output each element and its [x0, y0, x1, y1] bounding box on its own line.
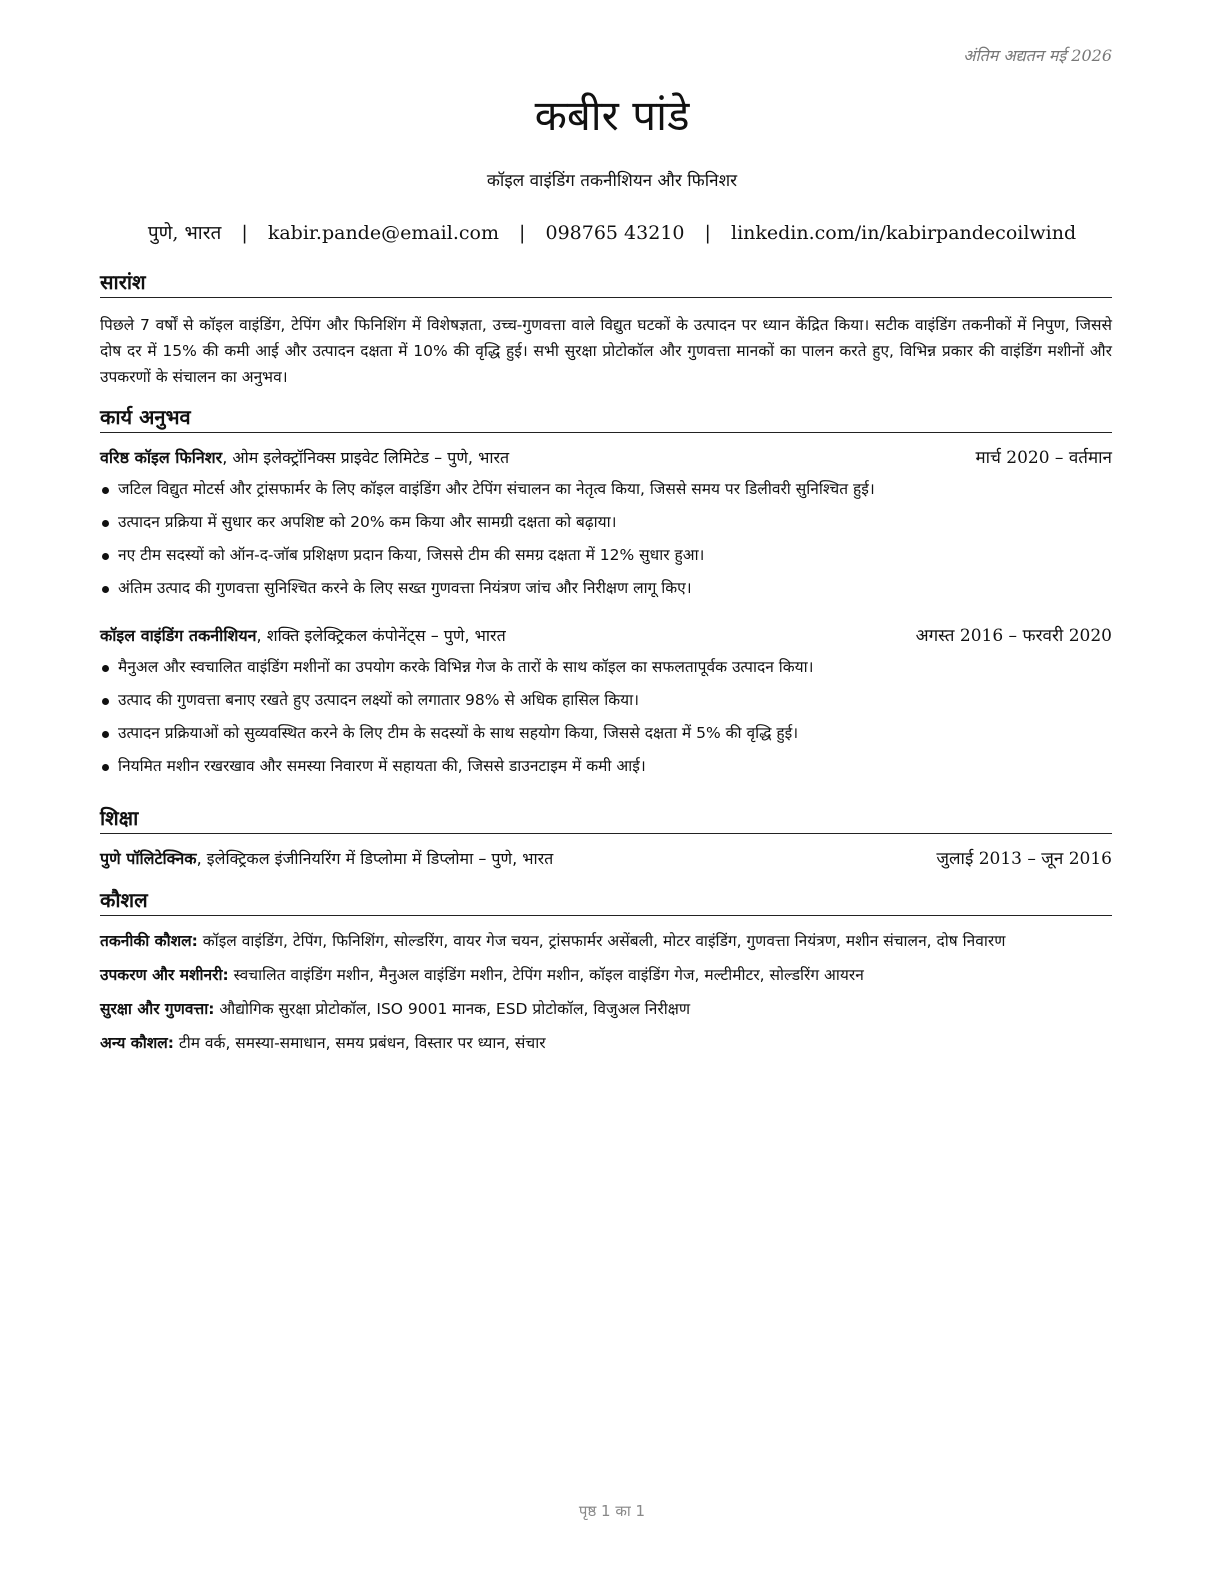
skill-label: अन्य कौशल:: [100, 1034, 174, 1052]
job-dates: अगस्त 2016 – फरवरी 2020: [915, 626, 1112, 646]
skill-value: टीम वर्क, समस्या-समाधान, समय प्रबंधन, विस्तार पर ध्यान, संचार: [173, 1034, 546, 1052]
contact-separator: |: [519, 222, 526, 244]
skill-label: उपकरण और मशीनरी:: [100, 966, 229, 984]
job-company: , ओम इलेक्ट्रॉनिक्स प्राइवेट लिमिटेड – पुणे, भारत: [222, 448, 510, 467]
skill-line: [100, 996, 1112, 1022]
job-header: [100, 623, 1112, 649]
candidate-title: कॉइल वाइंडिंग तकनीशियन और फिनिशर: [486, 171, 738, 191]
education-entry: [100, 846, 1112, 872]
contact-separator: |: [704, 222, 711, 244]
job-bullets: [100, 651, 1112, 783]
section-heading-education: शिक्षा: [100, 804, 1112, 834]
skill-line: [100, 1030, 1112, 1056]
job-role-company: [100, 445, 509, 471]
candidate-name: कबीर पांडे: [534, 91, 690, 140]
list-item: जटिल विद्युत मोटर्स और ट्रांसफार्मर के लिए कॉइल वाइंडिंग और टेपिंग संचालन का नेतृत्व किया, जिससे समय पर डिलीवरी सुनिश्चित हुई।: [100, 473, 1112, 506]
skill-value: स्वचालित वाइंडिंग मशीन, मैनुअल वाइंडिंग मशीन, टेपिंग मशीन, कॉइल वाइंडिंग गेज, मल्टीमीटर, सोल्डरिंग आयरन: [228, 966, 864, 984]
job-role-company: [100, 623, 506, 649]
job-company: , शक्ति इलेक्ट्रिकल कंपोनेंट्स – पुणे, भारत: [256, 626, 506, 645]
education-dates: जुलाई 2013 – जून 2016: [936, 849, 1112, 869]
contact-line: [0, 219, 1224, 245]
job-role: वरिष्ठ कॉइल फिनिशर: [100, 448, 223, 467]
skill-value: कॉइल वाइंडिंग, टेपिंग, फिनिशिंग, सोल्डरिंग, वायर गेज चयन, ट्रांसफार्मर असेंबली, मोटर वाइंडिंग, गुणवत्ता नियंत्रण, मशीन संचालन, दोष निवारण: [197, 932, 1006, 950]
list-item: अंतिम उत्पाद की गुणवत्ता सुनिश्चित करने के लिए सख्त गुणवत्ता नियंत्रण जांच और निरीक्षण लागू किए।: [100, 572, 1112, 605]
job-header: [100, 445, 1112, 471]
education-institution-detail: [100, 846, 553, 872]
last-updated-date: अंतिम अद्यतन मई 2026: [963, 46, 1112, 65]
section-heading-skills: कौशल: [100, 886, 1112, 916]
skill-line: [100, 928, 1112, 954]
contact-email[interactable]: kabir.pande@email.com: [267, 222, 499, 244]
summary-text: पिछले 7 वर्षों से कॉइल वाइंडिंग, टेपिंग और फिनिशिंग में विशेषज्ञता, उच्च-गुणवत्ता वाले विद्युत घटकों के उत्पादन पर ध्यान केंद्रित किया। सटीक वाइंडिंग तकनीकों में निपुण, जिससे दोष दर में 15% की कमी आई और उत्पादन दक्षता में 10% की वृद्धि हुई। सभी सुरक्षा प्रोटोकॉल और गुणवत्ता मानकों का पालन करते हुए, विभिन्न प्रकार की वाइंडिंग मशीनों और उपकरणों के संचालन का अनुभव।: [100, 316, 1112, 386]
contact-linkedin[interactable]: linkedin.com/in/kabirpandecoilwind: [731, 222, 1077, 244]
contact-separator: |: [241, 222, 248, 244]
list-item: उत्पाद की गुणवत्ता बनाए रखते हुए उत्पादन लक्ष्यों को लगातार 98% से अधिक हासिल किया।: [100, 684, 1112, 717]
education-section: [100, 804, 1112, 872]
list-item: उत्पादन प्रक्रिया में सुधार कर अपशिष्ट को 20% कम किया और सामग्री दक्षता को बढ़ाया।: [100, 506, 1112, 539]
page-number: पृष्ठ 1 का 1: [578, 1502, 646, 1520]
list-item: नए टीम सदस्यों को ऑन-द-जॉब प्रशिक्षण प्रदान किया, जिससे टीम की समग्र दक्षता में 12% सुधार हुआ।: [100, 539, 1112, 572]
job-entry: [100, 445, 1112, 605]
skill-label: सुरक्षा और गुणवत्ता:: [100, 1000, 215, 1018]
skill-label: तकनीकी कौशल:: [100, 932, 198, 950]
job-entry: [100, 623, 1112, 783]
job-role: कॉइल वाइंडिंग तकनीशियन: [100, 626, 257, 645]
job-dates: मार्च 2020 – वर्तमान: [975, 448, 1112, 468]
skill-line: [100, 962, 1112, 988]
summary-section: [100, 268, 1112, 390]
skills-section: [100, 886, 1112, 1064]
skills-list: [100, 928, 1112, 1056]
education-institution: पुणे पॉलिटेक्निक: [100, 849, 197, 868]
list-item: नियमित मशीन रखरखाव और समस्या निवारण में सहायता की, जिससे डाउनटाइम में कमी आई।: [100, 750, 1112, 783]
job-bullets: [100, 473, 1112, 605]
section-heading-experience: कार्य अनुभव: [100, 403, 1112, 433]
contact-location: पुणे, भारत: [147, 222, 222, 244]
list-item: उत्पादन प्रक्रियाओं को सुव्यवस्थित करने के लिए टीम के सदस्यों के साथ सहयोग किया, जिससे दक्षता में 5% की वृद्धि हुई।: [100, 717, 1112, 750]
section-heading-summary: सारांश: [100, 268, 1112, 298]
contact-phone[interactable]: 098765 43210: [545, 222, 685, 244]
list-item: मैनुअल और स्वचालित वाइंडिंग मशीनों का उपयोग करके विभिन्न गेज के तारों के साथ कॉइल का सफलतापूर्वक उत्पादन किया।: [100, 651, 1112, 684]
education-detail: , इलेक्ट्रिकल इंजीनियरिंग में डिप्लोमा में डिप्लोमा – पुणे, भारत: [196, 849, 554, 868]
skill-value: औद्योगिक सुरक्षा प्रोटोकॉल, ISO 9001 मानक, ESD प्रोटोकॉल, विजुअल निरीक्षण: [214, 1000, 691, 1018]
experience-section: [100, 403, 1112, 783]
